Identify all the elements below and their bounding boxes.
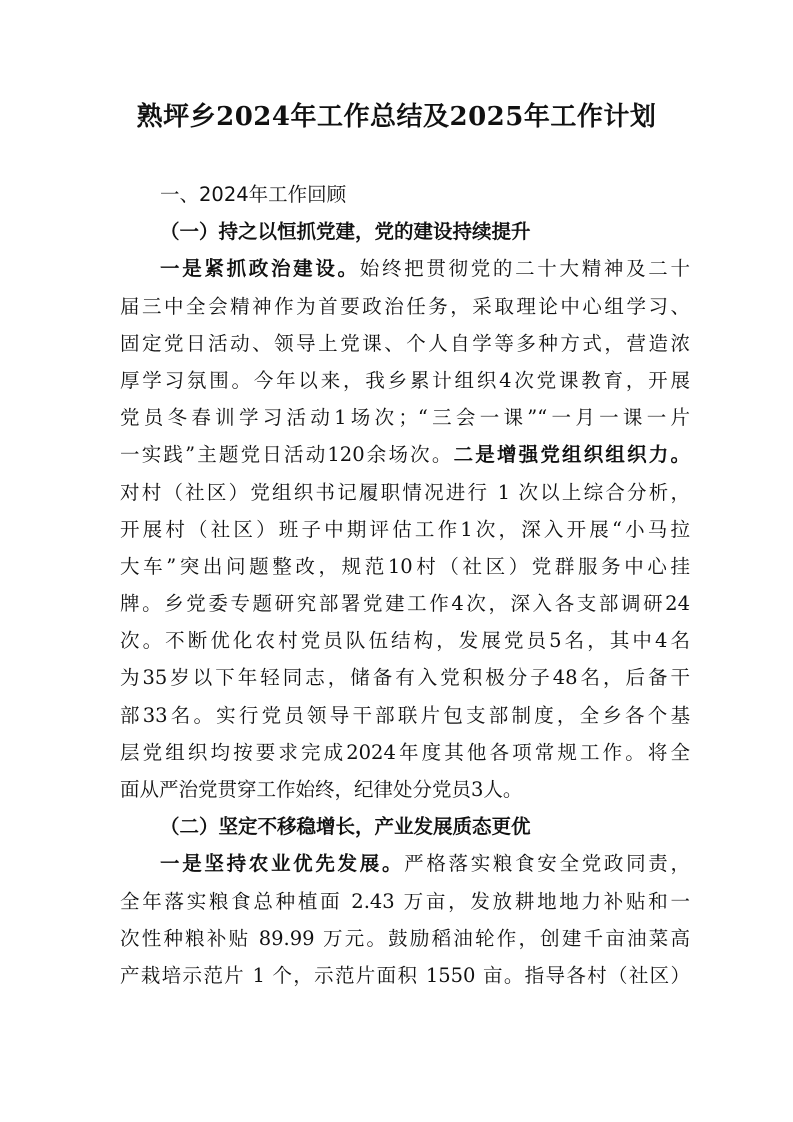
paragraph-1-line-3: 固定党日活动、领导上党课、个人自学等多种方式，营造浓 [120, 331, 690, 355]
paragraph-1-line-4: 厚学习氛围。今年以来，我乡累计组织4次党课教育，开展 [120, 368, 690, 392]
paragraph-1-line-10: 牌。乡党委专题研究部署党建工作4次，深入各支部调研24 [120, 592, 690, 616]
paragraph-1-line-15: 面从严治党贯穿工作始终，纪律处分党员3人。 [120, 778, 523, 801]
section-heading: 一、2024年工作回顾 [160, 183, 347, 206]
paragraph-2-line-1-text: 严格落实粮食安全党政同责， [404, 852, 690, 876]
paragraph-1-line-12: 为35岁以下年轻同志，储备有入党积极分子48名，后备干 [120, 666, 690, 690]
document-title: 熟坪乡2024年工作总结及2025年工作计划 [136, 102, 657, 132]
paragraph-1-line-9: 大车”突出问题整改，规范10村（社区）党群服务中心挂 [120, 554, 690, 578]
paragraph-1-line-11: 次。不断优化农村党员队伍结构，发展党员5名，其中4名 [120, 629, 690, 653]
paragraph-1-line-2: 届三中全会精神作为首要政治任务，采取理论中心组学习、 [120, 294, 690, 318]
paragraph-2-line-2: 全年落实粮食总种植面 2.43 万亩，发放耕地地力补贴和一 [120, 889, 690, 913]
paragraph-1-line-1-text: 始终把贯彻党的二十大精神及二十 [359, 257, 690, 281]
document-body [120, 176, 690, 994]
paragraph-2-line-1 [120, 845, 690, 882]
paragraph-1-line-6-text: 一实践”主题党日活动120余场次。 [120, 443, 454, 467]
paragraph-2-lead: 一是坚持农业优先发展。 [160, 852, 405, 876]
paragraph-1-line-1 [120, 250, 690, 287]
subsection-heading-1: （一）持之以恒抓党建，党的建设持续提升 [160, 220, 531, 244]
paragraph-2-line-4: 产栽培示范片 1 个，示范片面积 1550 亩。指导各村（社区） [120, 963, 690, 987]
paragraph-1-line-13: 部33名。实行党员领导干部联片包支部制度，全乡各个基 [120, 703, 690, 727]
subsection-heading-2: （二）坚定不移稳增长，产业发展质态更优 [160, 815, 531, 839]
paragraph-1-line-6 [120, 436, 690, 473]
paragraph-1-lead: 一是紧抓政治建设。 [160, 257, 360, 281]
paragraph-1-line-7: 对村（社区）党组织书记履职情况进行 1 次以上综合分析， [120, 480, 690, 504]
paragraph-1-second-lead: 二是增强党组织组织力。 [453, 443, 690, 467]
paragraph-1-line-5: 党员冬春训学习活动1场次；“三会一课”“一月一课一片 [120, 406, 690, 430]
paragraph-2-line-3: 次性种粮补贴 89.99 万元。鼓励稻油轮作，创建千亩油菜高 [120, 926, 690, 950]
paragraph-1-line-8: 开展村（社区）班子中期评估工作1次，深入开展“小马拉 [120, 517, 690, 541]
paragraph-1-line-14: 层党组织均按要求完成2024年度其他各项常规工作。将全 [120, 740, 690, 764]
